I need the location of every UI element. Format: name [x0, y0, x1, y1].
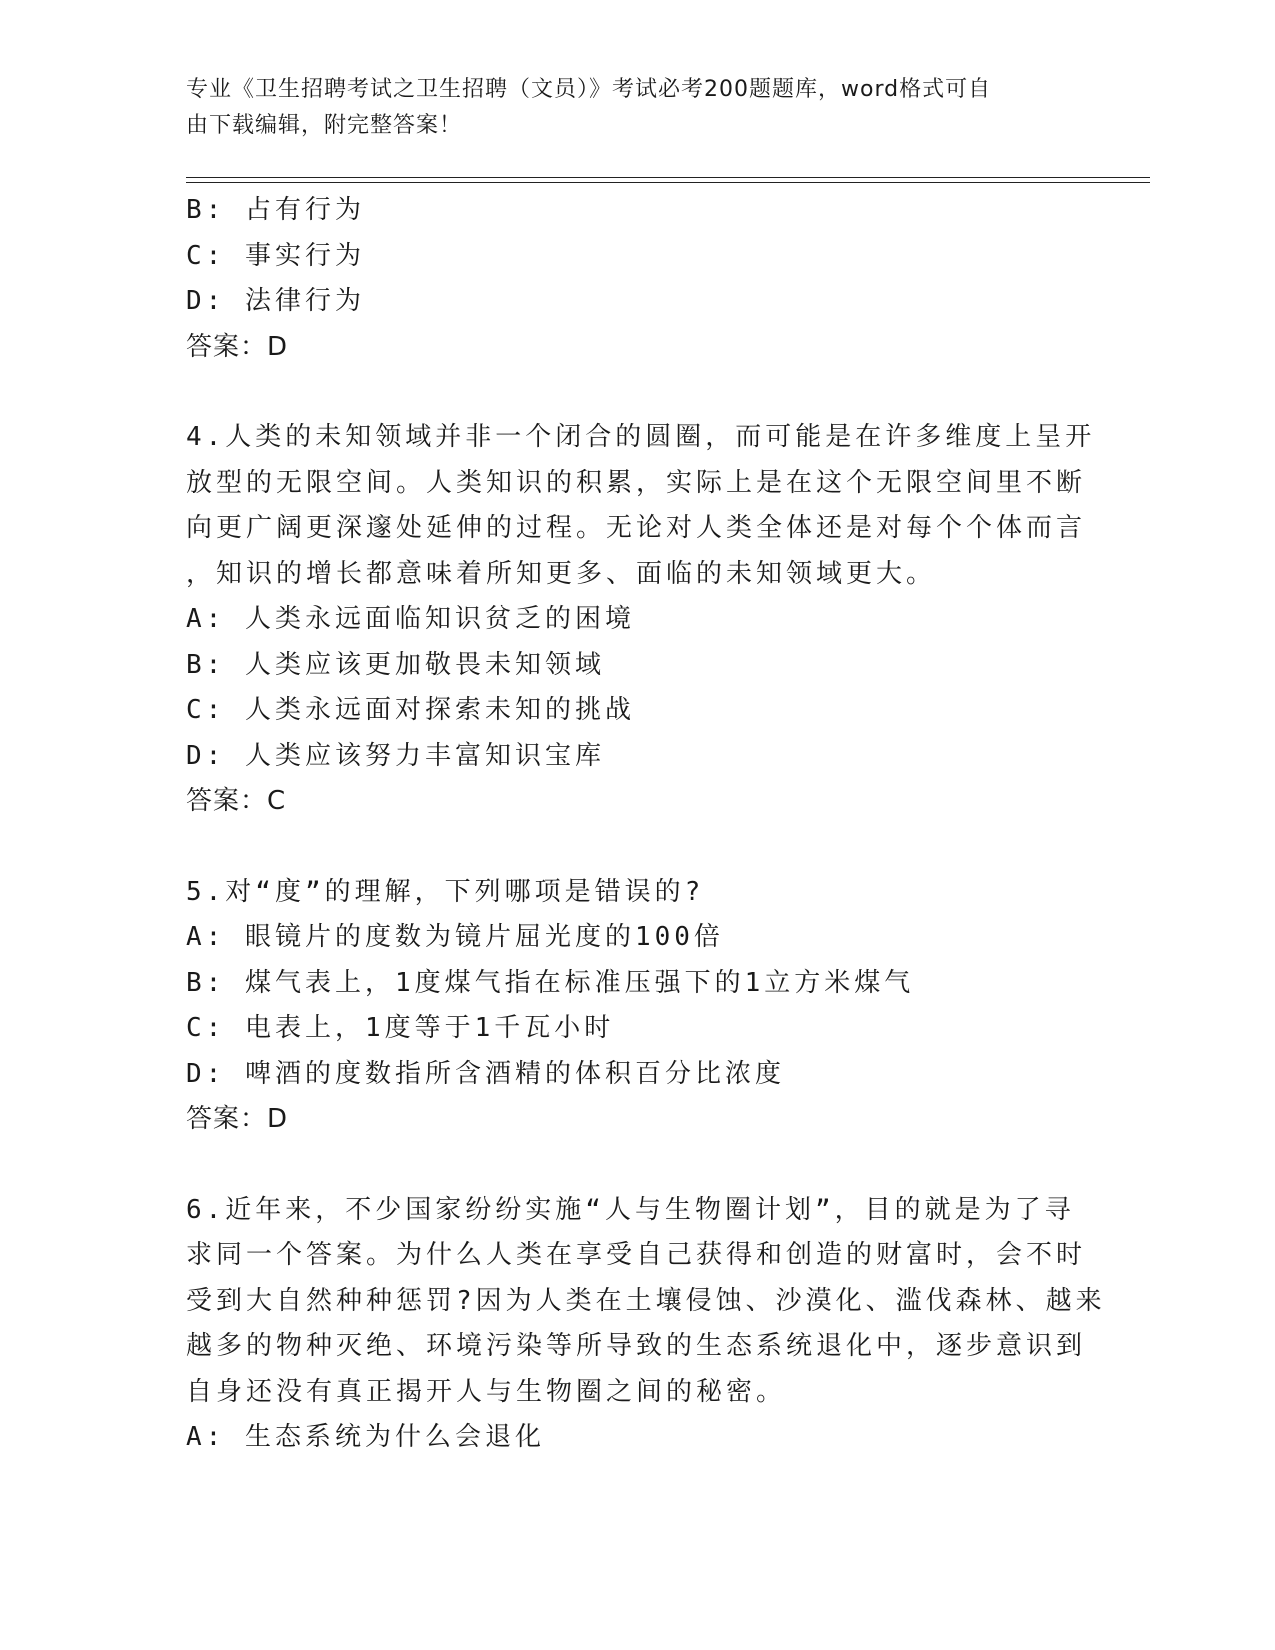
- stem-line: 6.近年来，不少国家纷纷实施“人与生物圈计划”，目的就是为了寻: [186, 1194, 1075, 1225]
- option-b: B: 占有行为: [186, 195, 365, 225]
- header-divider-bottom: [186, 182, 1150, 183]
- option-a: A: 生态系统为什么会退化: [186, 1422, 545, 1452]
- question-stem: [186, 415, 1096, 597]
- option-c: C: 电表上，1度等于1千瓦小时: [186, 1013, 615, 1043]
- stem-line: 4.人类的未知领域并非一个闭合的圆圈，而可能是在许多维度上呈开: [186, 422, 1096, 452]
- stem-line: 向更广阔更深邃处延伸的过程。无论对人类全体还是对每个个体而言: [186, 513, 1087, 543]
- option-c: C: 事实行为: [186, 240, 365, 271]
- option-c: C: 人类永远面对探索未知的挑战: [186, 695, 635, 725]
- stem-line: 5.对“度”的理解，下列哪项是错误的?: [186, 876, 705, 907]
- question-4: [186, 415, 1096, 825]
- stem-line: ，知识的增长都意味着所知更多、面临的未知领域更大。: [186, 558, 937, 589]
- stem-line: 放型的无限空间。人类知识的积累，实际上是在这个无限空间里不断: [186, 467, 1087, 498]
- question-6: [186, 1188, 1106, 1461]
- answer: 答案：D: [186, 1104, 289, 1134]
- option-d: D: 法律行为: [186, 286, 365, 316]
- question-5: [186, 870, 1086, 1143]
- option-d: D: 啤酒的度数指所含酒精的体积百分比浓度: [186, 1058, 785, 1089]
- question-stem: [186, 870, 1086, 916]
- option-a: A: 人类永远面临知识贫乏的困境: [186, 604, 635, 634]
- option-a: A: 眼镜片的度数为镜片屈光度的100倍: [186, 922, 724, 952]
- question-3: [186, 188, 1086, 370]
- option-b: B: 煤气表上，1度煤气指在标准压强下的1立方米煤气: [186, 967, 915, 998]
- header-line-1: 专业《卫生招聘考试之卫生招聘（文员）》考试必考200题题库，word格式可自: [186, 77, 992, 102]
- answer: 答案：C: [186, 786, 287, 816]
- stem-line: 自身还没有真正揭开人与生物圈之间的秘密。: [186, 1376, 787, 1407]
- document-header: [186, 72, 1066, 144]
- option-b: B: 人类应该更加敬畏未知领域: [186, 649, 605, 680]
- header-line-2: 由下载编辑，附完整答案！: [186, 113, 463, 138]
- question-stem: [186, 1188, 1106, 1416]
- option-d: D: 人类应该努力丰富知识宝库: [186, 740, 605, 771]
- stem-line: 求同一个答案。为什么人类在享受自己获得和创造的财富时，会不时: [186, 1240, 1087, 1270]
- header-divider-top: [186, 177, 1150, 178]
- stem-line: 越多的物种灭绝、环境污染等所导致的生态系统退化中，逐步意识到: [186, 1331, 1087, 1361]
- stem-line: 受到大自然种种惩罚?因为人类在土壤侵蚀、沙漠化、滥伐森林、越来: [186, 1285, 1106, 1316]
- question-list: [186, 188, 1106, 1461]
- answer: 答案：D: [186, 331, 289, 362]
